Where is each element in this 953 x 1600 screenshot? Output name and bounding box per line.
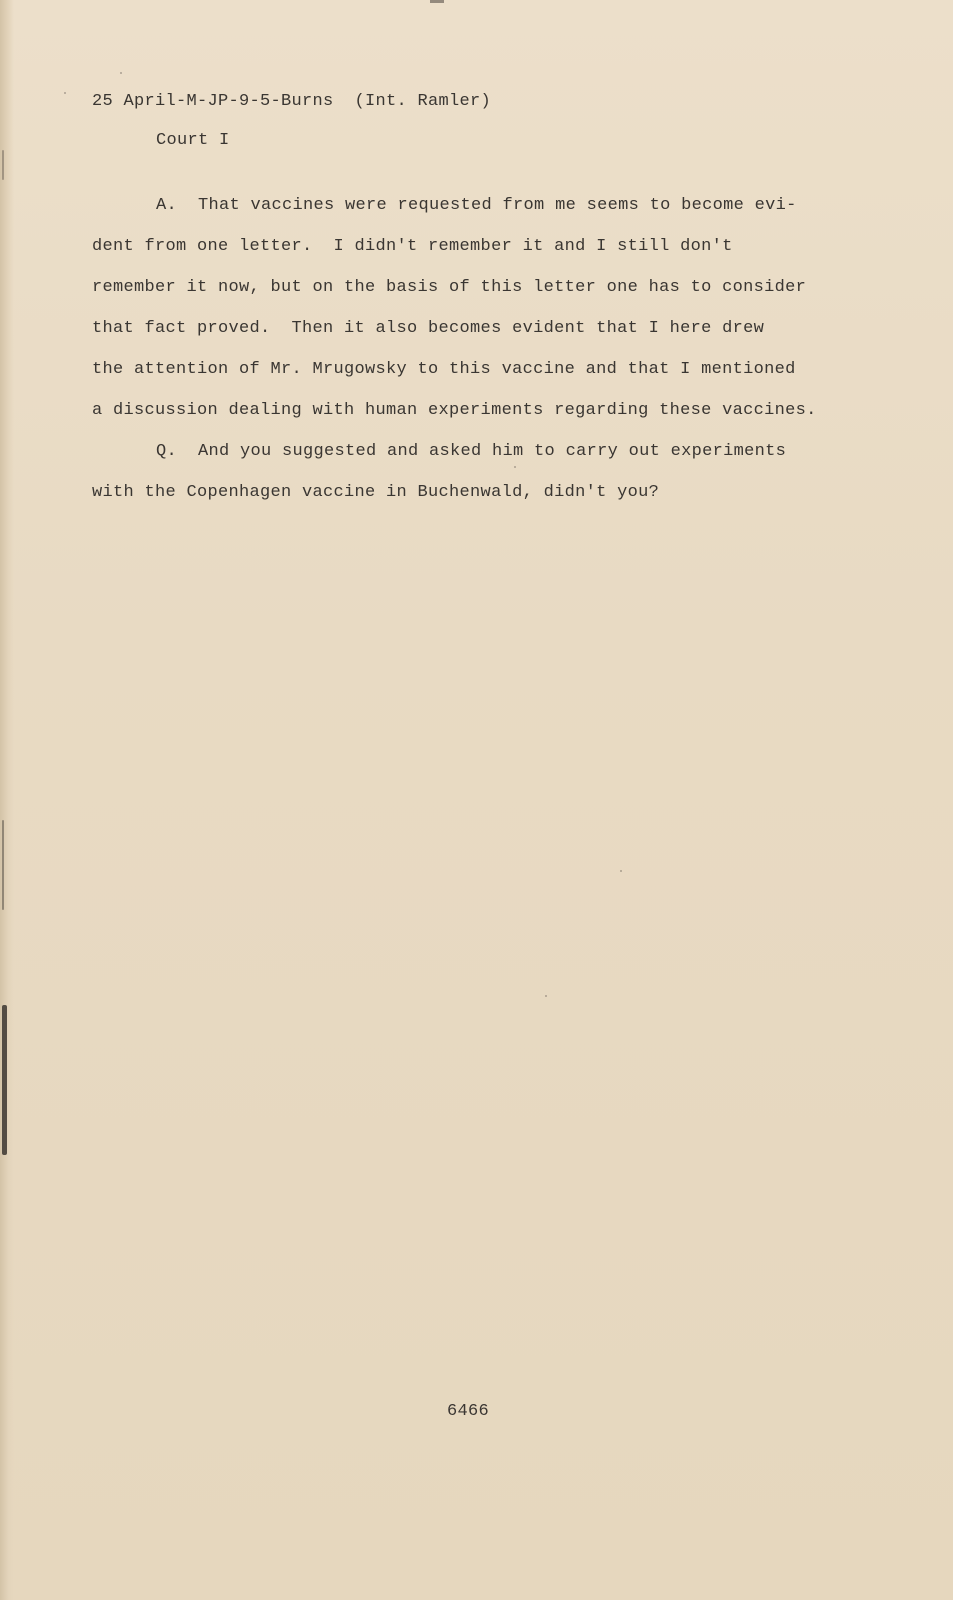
binding-mark (2, 150, 4, 180)
paper-speck (514, 466, 516, 468)
transcript-line: that fact proved. Then it also becomes evident that I here drew (92, 319, 765, 338)
transcript-line: a discussion dealing with human experiments regarding these vaccines. (92, 401, 817, 420)
court-label: Court I (156, 131, 230, 150)
transcript-line: A. That vaccines were requested from me seems to become evi- (156, 196, 797, 215)
paper-speck (64, 92, 66, 94)
transcript-line: with the Copenhagen vaccine in Buchenwald, didn't you? (92, 483, 660, 502)
transcript-line: Q. And you suggested and asked him to carry out experiments (156, 442, 787, 461)
page-number: 6466 (447, 1402, 490, 1421)
paper-speck (545, 995, 547, 997)
transcript-line: dent from one letter. I didn't remember it and I still don't (92, 237, 733, 256)
transcript-line: remember it now, but on the basis of this letter one has to consider (92, 278, 807, 297)
page-left-edge (0, 0, 14, 1600)
transcript-line: the attention of Mr. Mrugowsky to this vaccine and that I mentioned (92, 360, 796, 379)
binding-mark (2, 820, 4, 910)
paper-speck (620, 870, 622, 872)
document-header: 25 April-M-JP-9-5-Burns (Int. Ramler) (92, 92, 492, 111)
binding-mark (2, 1005, 7, 1155)
paper-speck (120, 72, 122, 74)
top-edge-mark (430, 0, 444, 3)
